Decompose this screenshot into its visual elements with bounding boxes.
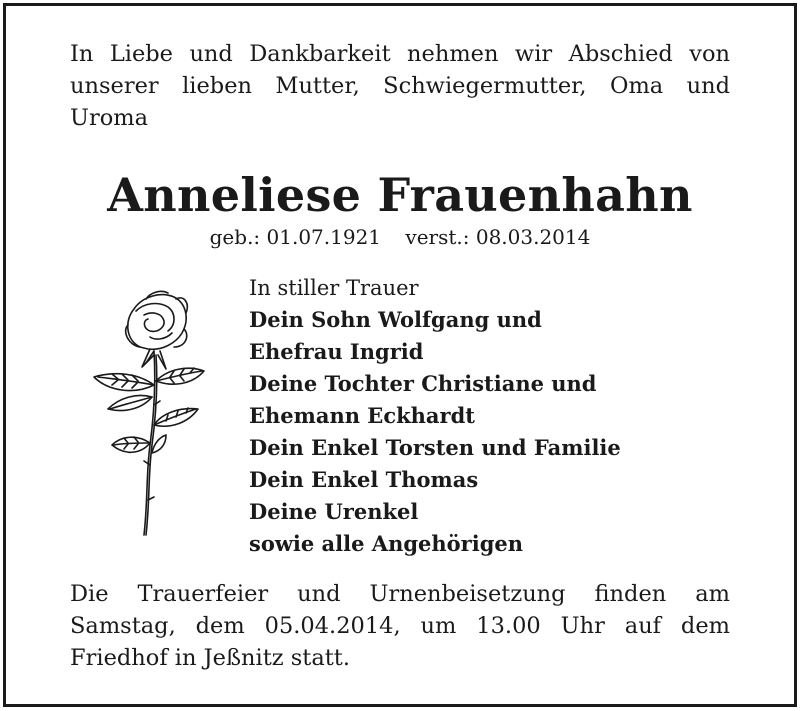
mourner-line: Dein Sohn Wolfgang und [249,307,542,332]
mourning-intro: In stiller Trauer [249,276,419,300]
mourner-line: Ehefrau Ingrid [249,339,424,364]
ceremony-details: Die Trauerfeier und Urnenbeisetzung finden am Samstag, dem 05.04.2014, um 13.00 Uhr auf dem Friedhof in Jeßnitz statt. [70,581,730,671]
death-date: verst.: 08.03.2014 [405,225,591,249]
mourner-line: Deine Urenkel [249,499,419,524]
mourner-line: Dein Enkel Torsten und Familie [249,435,621,460]
mourners-list [249,272,621,560]
mourner-line: Ehemann Eckhardt [249,403,475,428]
intro-text: In Liebe und Dankbarkeit nehmen wir Abschied von unserer lieben Mutter, Schwiegermutter, Oma und Uroma [70,41,730,131]
mourner-line: Dein Enkel Thomas [249,467,479,492]
mourner-line: Deine Tochter Christiane und [249,371,597,396]
deceased-name: Anneliese Frauenhahn [107,168,693,222]
life-dates [0,223,800,251]
rose-icon [88,285,213,540]
mourner-line: sowie alle Angehörigen [249,531,524,556]
birth-date: geb.: 01.07.1921 [209,225,382,249]
